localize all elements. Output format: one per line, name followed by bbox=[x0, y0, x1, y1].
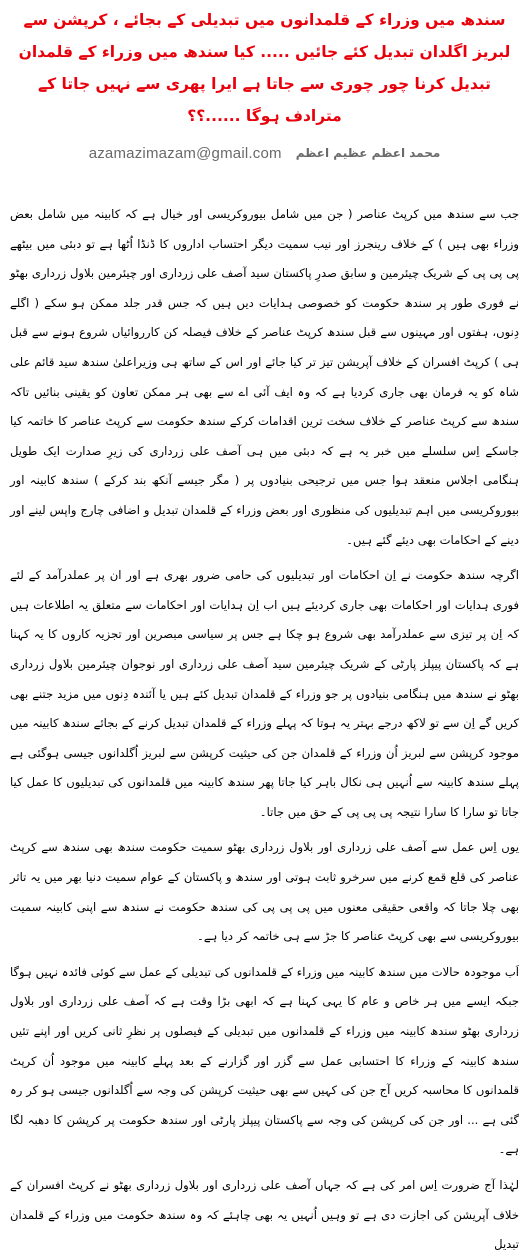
article-headline: سندھ میں وزراء کے قلمدانوں میں تبدیلی کے بجائے ، کرپشن سے لبریز اگلدان تبدیل کئے جائیں ..... کیا سندھ میں وزراء کے قلمدان تبدیل کرنا چور چوری سے جاتا ہے ایرا پھری سے نہیں جاتا کے مترادف ہوگا ......؟؟ bbox=[18, 11, 511, 125]
article-body bbox=[10, 200, 519, 1260]
paragraph-1: جب سے سندھ میں کرپٹ عناصر ( جن میں شامل بیوروکریسی اور خیال ہے کہ کابینہ میں شامل بعض وزراء بھی ہیں ) کے خلاف رینجرز اور نیب سمیت دیگر احتساب اداروں کا ڈنڈا اُٹھا ہے تو دبئی میں بیٹھے پی پی پی کے شریک چیئرمین و سابق صدرِ پاکستان سید آصف علی زرداری اور چیئرمین بلاول زرداری بھٹو نے فوری طور پر سندھ حکومت کو خصوصی ہدایات دیں ہیں کہ جس قدر جلد ممکن ہو سکے ( اگلے دِنوں، ہفتوں اور مہینوں سے قبل سندھ کرپٹ عناصر کے خلاف فیصلہ کن کارروائیاں شروع ہونے سے قبل ہی ) کرپٹ افسران کے خلاف آپریشن تیز تر کیا جائے اور اس کے ساتھ ہی وزیراعلیٰ سندھ سید قائم علی شاہ کو یہ فرمان بھی جاری کردیا ہے کہ وہ ایف آئی اے سے بھی ہر ممکن تعاون کو یقینی بنائیں تاکہ سندھ سے کرپٹ عناصر کے خلاف سخت ترین اقدامات کرکے سندھ حکومت سے کرپٹ عناصر کا خاتمہ کیا جاسکے اِس سلسلے میں خبر یہ ہے کہ دبئی میں ہی آصف علی زرداری کی زیرِ صدارت ایک طویل ہنگامی اجلاس منعقد ہوا جس میں ترجیحی بنیادوں پر ( مگر جیسے آنکھ بند کرکے ) سندھ کابینہ اور بیوروکریسی میں اہم تبدیلیوں کی منظوری اور بعض وزراء کے قلمدان تبدیل و اضافی چارج واپس لینے اور دینے کے احکامات بھی دیئے گئے ہیں۔ bbox=[10, 207, 519, 547]
paragraph-5: لہٰذا آج ضرورت اِس امر کی ہے کہ جہاں آصف علی زرداری اور بلاول زرداری بھٹو نے کرپٹ افسران کے خلاف آپریشن کی اجازت دی ہے تو وہیں اُنہیں یہ بھی چاہئے کہ وہ سندھ حکومت میں وزراء کے قلمدان تبدیل bbox=[10, 1178, 519, 1252]
byline bbox=[10, 136, 519, 170]
author-email[interactable]: azamazimazam@gmail.com bbox=[88, 144, 282, 162]
paragraph-2: اگرچہ سندھ حکومت نے اِن احکامات اور تبدیلیوں کی حامی ضرور بھری ہے اور ان پر عملدرآمد کے لئے فوری ہدایات اور احکامات بھی جاری کردیئے ہیں اب اِن ہدایات اور احکامات سے متعلق یہ اطلاعات ہیں کہ اِن پر تیزی سے عملدرآمد بھی شروع ہو چکا ہے جس پر سیاسی مبصرین اور تجزیہ کاروں کا یہ کہنا ہے کہ پاکستان پیپلز پارٹی کے شریک چیئرمین سید آصف علی زرداری اور نوجوان چیئرمین بلاول زرداری بھٹو نے سندھ میں ہنگامی بنیادوں پر جو وزراء کے قلمدان تبدیل کئے ہیں یا آئندہ دِنوں میں مزید جتنے بھی کریں گے اِن سے تو لاکھ درجے بہتر یہ ہوتا کہ پہلے وزراء کے قلمدان تبدیل کرنے کے بجائے سندھ کابینہ میں موجود کرپشن سے لبریز اُن وزراء کے قلمدان جن کی حیثیت کرپشن سے لبریز اُگلدانوں جیسی ہوگئی ہے پہلے سندھ کابینہ سے اُنہیں ہی نکال باہر کیا جاتا پھر سندھ کابینہ میں قلمدانوں کی تبدیلیوں کا عمل کیا جاتا تو سارا کا سارا نتیجہ پی پی پی کے حق میں جاتا۔ bbox=[10, 568, 519, 819]
paragraph-4: اَب موجودہ حالات میں سندھ کابینہ میں وزراء کے قلمدانوں کی تبدیلی کے عمل سے کوئی فائدہ نہیں ہوگا جبکہ ایسے میں ہر خاص و عام کا یہی کہنا ہے کہ ابھی بڑا وقت ہے کہ آصف علی زرداری اور بلاول زرداری بھٹو سندھ کابینہ میں وزراء کے قلمدانوں میں تبدیلی کے فیصلوں پر نظرِ ثانی کریں اور اپنے تئیں سندھ کابینہ کے وزراء کا احتسابی عمل سے گزر اور گزارنے کے بعد پہلے کابینہ میں موجود اُن کرپٹ قلمدانوں کا محاسبہ کریں آج جن کی کہیں سے بھی حیثیت کرپشن کی وجہ سے اُگلدانوں جیسی ہو کر رہ گئی ہے ... اور جن کی کرپشن کی وجہ سے پاکستان پیپلز پارٹی اور سندھ حکومت پر کرپشن کا دھبہ لگا ہے۔ bbox=[10, 964, 519, 1157]
paragraph-3: یوں اِس عمل سے آصف علی زرداری اور بلاول زرداری بھٹو سمیت حکومت سندھ بھی سندھ سے کرپٹ عناصر کی قلع قمع کرنے میں سرخرو ثابت ہوتی اور سندھ و پاکستان کے عوام سمیت دنیا بھر میں یہ تاثر بھی چلا جاتا کہ واقعی حقیقی معنوں میں پی پی پی کی سندھ حکومت نے سندھ سے اپنی کابینہ سمیت بیوروکریسی سے بھی کرپٹ عناصر کا جڑ سے ہی خاتمہ کر دیا ہے۔ bbox=[10, 840, 519, 944]
author-name: محمد اعظم عظیم اعظم bbox=[295, 146, 441, 160]
